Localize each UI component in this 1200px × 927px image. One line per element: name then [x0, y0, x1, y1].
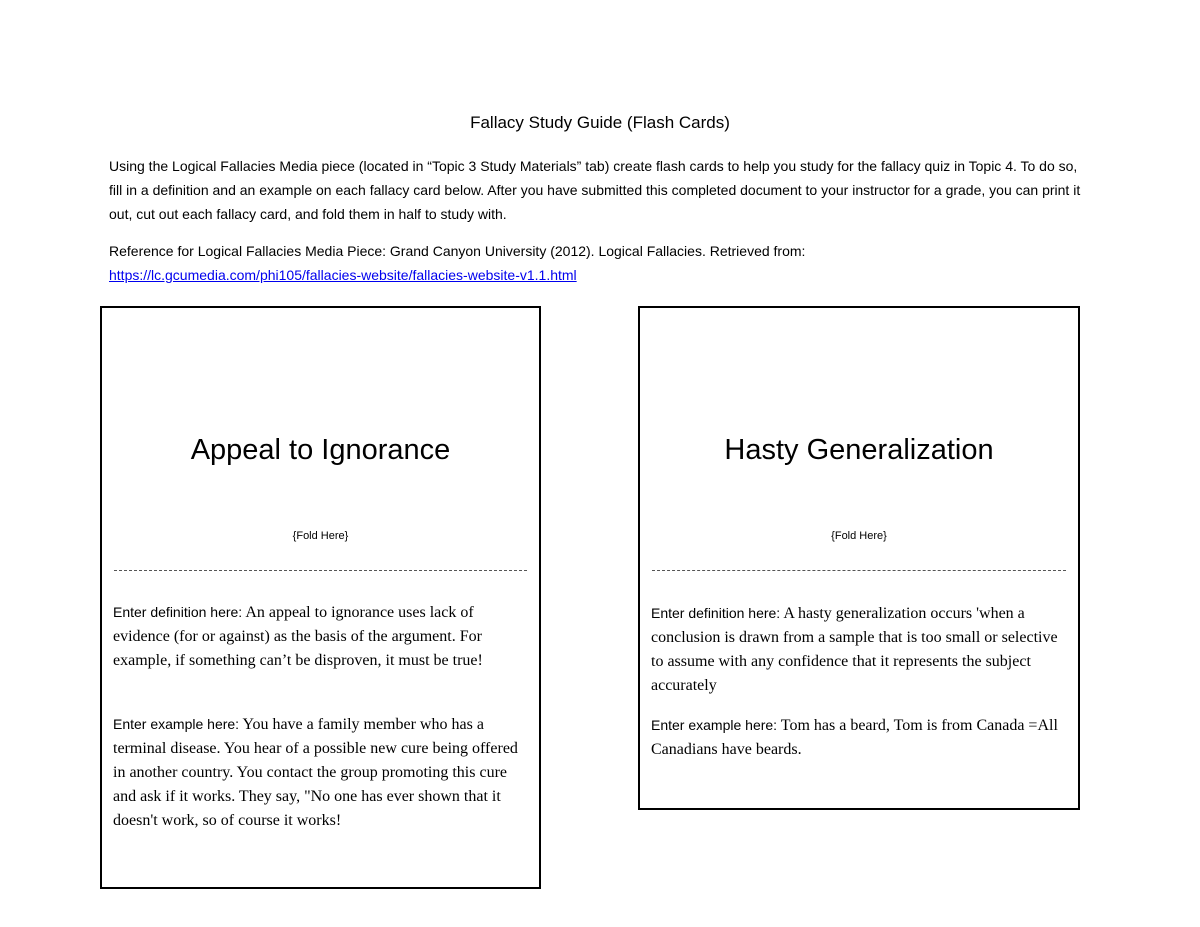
example-text: You have a family member who has a terminal disease. You hear of a possible new cure being offered in another country. You contact the group promoting this cure and ask if it works. They say, "No one has ever shown that it doesn't work, so of course it works!	[113, 716, 518, 829]
flash-card-hasty-generalization	[638, 306, 1080, 810]
card-title: Appeal to Ignorance	[190, 434, 451, 466]
definition-label: Enter definition here:	[113, 604, 243, 620]
fold-line	[652, 570, 1066, 571]
definition-text: An appeal to ignorance uses lack of evidence (for or against) as the basis of the argument. For example, if something can’t be disproven, it must be true!	[113, 604, 483, 669]
example-text: Tom has a beard, Tom is from Canada =All Canadians have beards.	[651, 717, 1058, 758]
fold-here-label: {Fold Here}	[292, 530, 349, 542]
definition-label: Enter definition here:	[651, 605, 781, 621]
reference-text: Reference for Logical Fallacies Media Piece: Grand Canyon University (2012). Logical Fallacies. Retrieved from:	[109, 243, 806, 259]
example-field	[113, 712, 531, 833]
definition-field	[651, 601, 1070, 698]
flash-card-appeal-to-ignorance	[100, 306, 541, 889]
reference-paragraph	[109, 239, 1084, 287]
example-field	[651, 713, 1070, 762]
example-label: Enter example here:	[113, 716, 240, 732]
definition-field	[113, 600, 531, 673]
fold-line	[114, 570, 527, 571]
example-label: Enter example here:	[651, 717, 778, 733]
fold-here-label: {Fold Here}	[831, 530, 887, 542]
card-title: Hasty Generalization	[724, 434, 994, 466]
definition-text: A hasty generalization occurs 'when a conclusion is drawn from a sample that is too small or selective to assume with any confidence that it represents the subject accurately	[651, 605, 1058, 694]
reference-link[interactable]: https://lc.gcumedia.com/phi105/fallacies-website/fallacies-website-v1.1.html	[109, 267, 577, 283]
instructions-paragraph: Using the Logical Fallacies Media piece (located in “Topic 3 Study Materials” tab) create flash cards to help you study for the fallacy quiz in Topic 4. To do so, fill in a definition and an example on each fallacy card below. After you have submitted this completed document to your instructor for a grade, you can print it out, cut out each fallacy card, and fold them in half to study with.	[109, 158, 1081, 222]
document-title: Fallacy Study Guide (Flash Cards)	[470, 113, 730, 132]
